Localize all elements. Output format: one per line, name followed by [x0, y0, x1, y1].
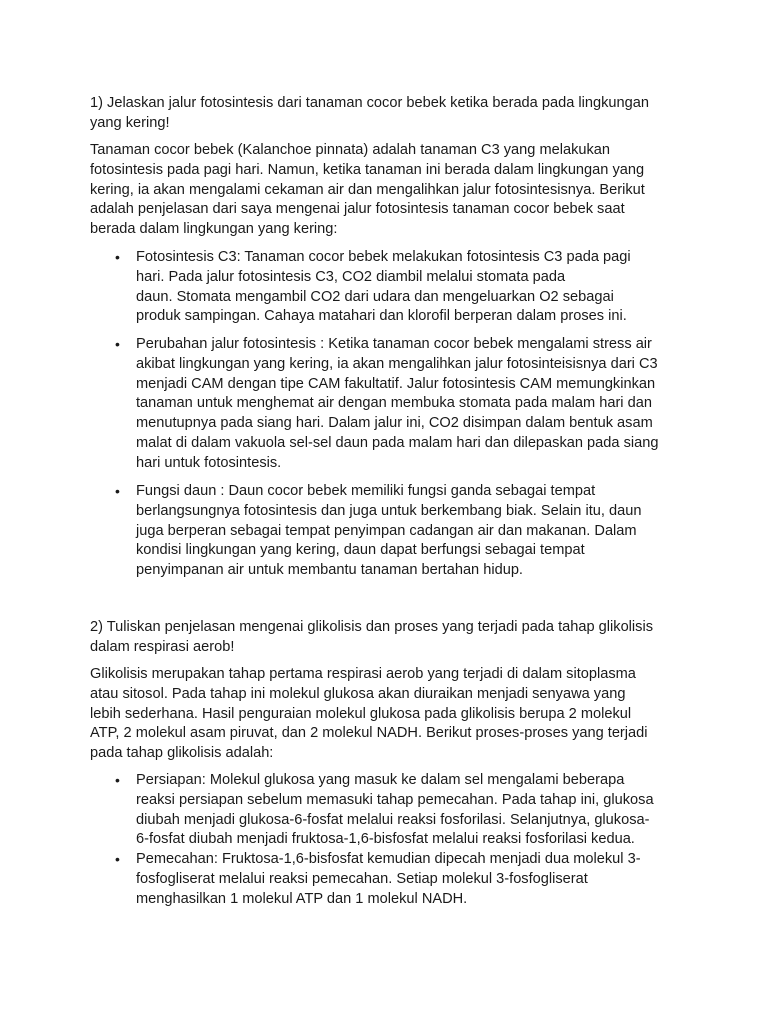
answer-1-line: berada dalam lingkungan yang kering:: [90, 221, 338, 238]
answer-2-line: pada tahap glikolisis adalah:: [90, 745, 274, 762]
question-2-line: 2) Tuliskan penjelasan mengenai glikolisis dan proses yang terjadi pada tahap glikolisis: [90, 619, 654, 635]
answer-1-line: Tanaman cocor bebek (Kalanchoe pinnata) adalah tanaman C3 yang melakukan: [90, 142, 611, 158]
list-item: [90, 335, 726, 474]
bullet-line: juga berperan sebagai tempat penyimpan cadangan air dan makanan. Dalam: [136, 522, 637, 539]
bullet-line: hari untuk fotosintesis.: [136, 454, 282, 471]
bullet-line: 6-fosfat diubah menjadi fruktosa-1,6-bisfosfat melalui reaksi fosforilasi kedua.: [136, 831, 635, 848]
list-item: [90, 248, 680, 327]
bullet-line: Perubahan jalur fotosintesis : Ketika tanaman cocor bebek mengalami stress air: [136, 336, 652, 352]
bullet-line: penyimpanan air untuk membantu tanaman bertahan hidup.: [136, 562, 523, 579]
bullet-line: hari. Pada jalur fotosintesis C3, CO2 diambil melalui stomata pada: [136, 268, 566, 285]
question-2: [90, 618, 680, 658]
answer-1-paragraph: [90, 141, 680, 240]
bullet-line: daun. Stomata mengambil CO2 dari udara dan mengeluarkan O2 sebagai: [136, 288, 614, 305]
question-2-line: dalam respirasi aerob!: [90, 638, 235, 655]
bullet-line: Persiapan: Molekul glukosa yang masuk ke dalam sel mengalami beberapa: [136, 772, 625, 788]
bullet-line: berlangsungnya fotosintesis dan juga untuk berkembang biak. Selain itu, daun: [136, 502, 642, 519]
bullet-icon: •: [115, 249, 120, 265]
bullet-line: kondisi lingkungan yang kering, daun dapat berfungsi sebagai tempat: [136, 542, 585, 559]
answer-2-line: Glikolisis merupakan tahap pertama respirasi aerob yang terjadi di dalam sitoplasma: [90, 666, 636, 682]
bullet-line: menjadi CAM dengan tipe CAM fakultatif. Jalur fotosintesis CAM memungkinkan: [136, 375, 656, 392]
answer-2-paragraph: [90, 665, 680, 764]
answer-1-bullet-list: [90, 248, 680, 579]
answer-2-line: ATP, 2 molekul asam piruvat, dan 2 molekul NADH. Berikut proses-proses yang terjadi: [90, 725, 648, 742]
answer-1-line: adalah penjelasan dari saya mengenai jalur fotosintesis tanaman cocor bebek saat: [90, 201, 625, 218]
bullet-line: fosfogliserat melalui reaksi pemecahan. Setiap molekul 3-fosfogliserat: [136, 870, 588, 887]
bullet-line: menutupnya pada siang hari. Dalam jalur ini, CO2 disimpan dalam bentuk asam: [136, 415, 653, 432]
bullet-icon: •: [115, 772, 120, 788]
list-item: [90, 850, 680, 909]
bullet-line: malat di dalam vakuola sel-sel daun pada malam hari dan dilepaskan pada siang: [136, 434, 659, 451]
bullet-icon: •: [115, 851, 120, 868]
bullet-line: akibat lingkungan yang kering, ia akan mengalihkan jalur fotosinteisisnya dari C3: [136, 355, 658, 372]
answer-2-bullet-list: [90, 771, 680, 910]
answer-2-line: atau sitosol. Pada tahap ini molekul glukosa akan diuraikan menjadi senyawa yang: [90, 685, 626, 702]
bullet-line: diubah menjadi glukosa-6-fosfat melalui reaksi fosforilasi. Selanjutnya, glukosa-: [136, 811, 650, 828]
question-1-text: 1) Jelaskan jalur fotosintesis dari tanaman cocor bebek ketika berada pada lingkungan yang kering!: [90, 95, 649, 131]
answer-1-line: fotosintesis pada pagi hari. Namun, ketika tanaman ini berada dalam lingkungan yang: [90, 161, 645, 178]
bullet-line: menghasilkan 1 molekul ATP dan 1 molekul NADH.: [136, 890, 468, 907]
answer-1-line: kering, ia akan mengalami cekaman air dan mengalihkan jalur fotosintesisnya. Berikut: [90, 181, 645, 198]
answer-2-line: lebih sederhana. Hasil penguraian molekul glukosa pada glikolisis berupa 2 molekul: [90, 705, 632, 722]
bullet-line: tanaman untuk menghemat air dengan membuka stomata pada malam hari dan: [136, 395, 652, 412]
bullet-line: Fungsi daun : Daun cocor bebek memiliki fungsi ganda sebagai tempat: [136, 483, 596, 499]
bullet-line: Pemecahan: Fruktosa-1,6-bisfosfat kemudian dipecah menjadi dua molekul 3-: [136, 851, 641, 868]
bullet-icon: •: [115, 483, 120, 499]
bullet-line: reaksi persiapan sebelum memasuki tahap pemecahan. Pada tahap ini, glukosa: [136, 791, 654, 808]
question-1: [90, 94, 680, 134]
list-item: [90, 482, 726, 581]
list-item: [90, 771, 680, 850]
bullet-line: produk sampingan. Cahaya matahari dan klorofil berperan dalam proses ini.: [136, 308, 627, 325]
bullet-line: Fotosintesis C3: Tanaman cocor bebek melakukan fotosintesis C3 pada pagi: [136, 249, 631, 265]
bullet-icon: •: [115, 336, 120, 352]
